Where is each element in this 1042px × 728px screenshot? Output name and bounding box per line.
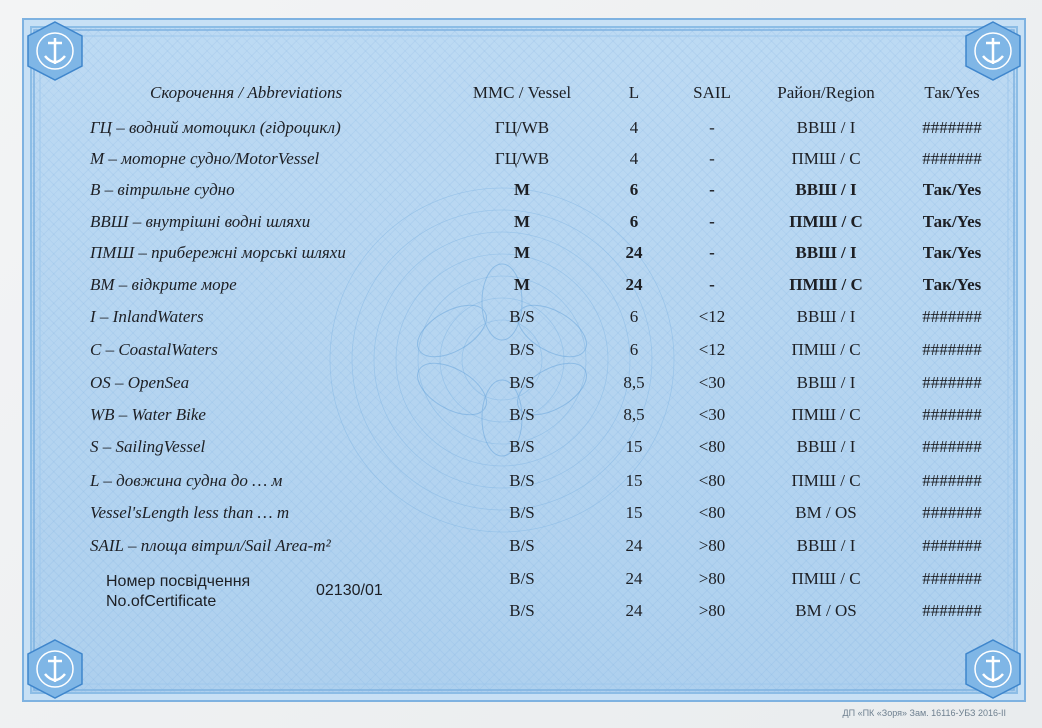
region-cell: ВМ / OS xyxy=(795,503,857,522)
abbreviation-text: Vessel'sLength less than … m xyxy=(90,503,290,522)
vessel-cell: B/S xyxy=(509,471,535,490)
certificate-label-english: No.ofCertificate xyxy=(106,593,217,610)
yes-cell: ####### xyxy=(922,149,982,168)
certificate-label-ukrainian: Номер посвідчення xyxy=(106,573,251,590)
region-cell: ВВШ / І xyxy=(795,180,857,199)
sail-cell: - xyxy=(709,118,715,137)
sail-cell: <30 xyxy=(698,405,726,424)
abbreviation-text: В – вітрильне судно xyxy=(90,180,235,199)
sail-cell: <12 xyxy=(698,307,726,326)
abbreviation-text: I – InlandWaters xyxy=(90,307,204,326)
vessel-cell: B/S xyxy=(509,340,535,359)
length-cell: 24 xyxy=(625,536,643,555)
header-yes: Так/Yes xyxy=(924,83,980,102)
table-row xyxy=(24,432,1024,462)
length-cell: 15 xyxy=(625,503,643,522)
table-header xyxy=(24,78,1024,108)
yes-cell: ####### xyxy=(922,536,982,555)
sail-cell: <80 xyxy=(698,437,726,456)
vessel-cell: B/S xyxy=(509,373,535,392)
yes-cell: ####### xyxy=(922,437,982,456)
region-cell: ВМ / OS xyxy=(795,601,857,620)
sail-cell: - xyxy=(709,275,715,294)
certificate-frame xyxy=(22,18,1026,702)
region-cell: ПМШ / С xyxy=(791,149,861,168)
abbreviation-text: C – CoastalWaters xyxy=(90,340,218,359)
header-length: L xyxy=(628,83,640,102)
table-row xyxy=(24,466,1024,496)
vessel-cell: ГЦ/WB xyxy=(494,118,550,137)
vessel-cell: B/S xyxy=(509,437,535,456)
yes-cell: Так/Yes xyxy=(922,243,982,262)
abbreviation-text: ГЦ – водний мотоцикл (гідроцикл) xyxy=(90,118,341,137)
header-abbreviations: Скорочення / Abbreviations xyxy=(150,83,343,102)
length-cell: 8,5 xyxy=(623,373,645,392)
table-row xyxy=(24,498,1024,528)
table-row xyxy=(24,270,1024,300)
table-row xyxy=(24,368,1024,398)
region-cell: ВВШ / І xyxy=(796,118,856,137)
abbreviation-text: М – моторне судно/MotorVessel xyxy=(90,149,320,168)
abbreviation-text: L – довжина судна до … м xyxy=(90,471,283,490)
sail-cell: - xyxy=(709,243,715,262)
region-cell: ВВШ / І xyxy=(795,243,857,262)
certificate-number: 02130/01 xyxy=(316,582,383,599)
table-row xyxy=(24,335,1024,365)
table-row xyxy=(24,400,1024,430)
table-row xyxy=(24,238,1024,268)
length-cell: 4 xyxy=(629,118,639,137)
vessel-cell: М xyxy=(513,180,531,199)
printer-imprint: ДП «ПК «Зоря» Зам. 16116-УБЗ 2016-II xyxy=(842,708,1006,718)
sail-cell: <80 xyxy=(698,471,726,490)
length-cell: 6 xyxy=(629,307,639,326)
yes-cell: ####### xyxy=(922,405,982,424)
anchor-emblem-icon xyxy=(24,20,86,82)
yes-cell: ####### xyxy=(922,569,982,588)
region-cell: ВВШ / І xyxy=(796,536,856,555)
yes-cell: Так/Yes xyxy=(922,212,982,231)
region-cell: ПМШ / С xyxy=(791,471,861,490)
sail-cell: - xyxy=(709,212,715,231)
table-row xyxy=(24,144,1024,174)
table-row xyxy=(24,531,1024,561)
vessel-cell: B/S xyxy=(509,536,535,555)
region-cell: ВВШ / І xyxy=(796,373,856,392)
abbreviation-text: ПМШ – прибережні морські шляхи xyxy=(90,243,346,262)
length-cell: 8,5 xyxy=(623,405,645,424)
sail-cell: <30 xyxy=(698,373,726,392)
region-cell: ПМШ / С xyxy=(789,275,863,294)
anchor-emblem-icon xyxy=(962,20,1024,82)
header-sail: SAIL xyxy=(693,83,731,102)
length-cell: 24 xyxy=(625,601,643,620)
length-cell: 15 xyxy=(625,437,643,456)
vessel-cell: М xyxy=(513,275,531,294)
length-cell: 6 xyxy=(629,340,639,359)
sail-cell: - xyxy=(709,149,715,168)
vessel-cell: ГЦ/WB xyxy=(494,149,550,168)
length-cell: 24 xyxy=(625,243,643,262)
region-cell: ПМШ / С xyxy=(791,405,861,424)
sail-cell: >80 xyxy=(698,569,726,588)
sail-cell: >80 xyxy=(698,536,726,555)
yes-cell: ####### xyxy=(922,340,982,359)
sail-cell: >80 xyxy=(698,601,726,620)
yes-cell: ####### xyxy=(922,307,982,326)
yes-cell: ####### xyxy=(922,471,982,490)
yes-cell: Так/Yes xyxy=(922,275,982,294)
vessel-cell: B/S xyxy=(509,503,535,522)
header-vessel: ММС / Vessel xyxy=(472,83,572,102)
abbreviation-text: ВМ – відкрите море xyxy=(90,275,237,294)
length-cell: 24 xyxy=(625,275,643,294)
table-row xyxy=(24,207,1024,237)
vessel-cell: B/S xyxy=(509,307,535,326)
table-row xyxy=(24,302,1024,332)
region-cell: ПМШ / С xyxy=(789,212,863,231)
certificate-number-label xyxy=(106,572,250,612)
abbreviation-text: SAIL – площа вітрил/Sail Area-m² xyxy=(90,536,331,555)
table-row xyxy=(24,113,1024,143)
anchor-emblem-icon xyxy=(24,638,86,700)
length-cell: 15 xyxy=(625,471,643,490)
abbreviation-text: ВВШ – внутрішні водні шляхи xyxy=(90,212,311,231)
vessel-cell: B/S xyxy=(509,405,535,424)
vessel-cell: B/S xyxy=(509,601,535,620)
vessel-cell: B/S xyxy=(509,569,535,588)
yes-cell: ####### xyxy=(922,601,982,620)
vessel-cell: М xyxy=(513,243,531,262)
length-cell: 6 xyxy=(629,180,639,199)
region-cell: ВВШ / І xyxy=(796,437,856,456)
table-row xyxy=(24,175,1024,205)
abbreviation-text: S – SailingVessel xyxy=(90,437,206,456)
anchor-emblem-icon xyxy=(962,638,1024,700)
header-region: Район/Region xyxy=(777,83,875,102)
sail-cell: <12 xyxy=(698,340,726,359)
sail-cell: <80 xyxy=(698,503,726,522)
region-cell: ПМШ / С xyxy=(791,340,861,359)
vessel-cell: М xyxy=(513,212,531,231)
yes-cell: Так/Yes xyxy=(922,180,982,199)
abbreviation-text: OS – OpenSea xyxy=(90,373,190,392)
region-cell: ВВШ / І xyxy=(796,307,856,326)
length-cell: 6 xyxy=(629,212,639,231)
yes-cell: ####### xyxy=(922,373,982,392)
length-cell: 4 xyxy=(629,149,639,168)
yes-cell: ####### xyxy=(922,503,982,522)
sail-cell: - xyxy=(709,180,715,199)
length-cell: 24 xyxy=(625,569,643,588)
abbreviation-text: WB – Water Bike xyxy=(90,405,206,424)
region-cell: ПМШ / С xyxy=(791,569,861,588)
yes-cell: ####### xyxy=(922,118,982,137)
